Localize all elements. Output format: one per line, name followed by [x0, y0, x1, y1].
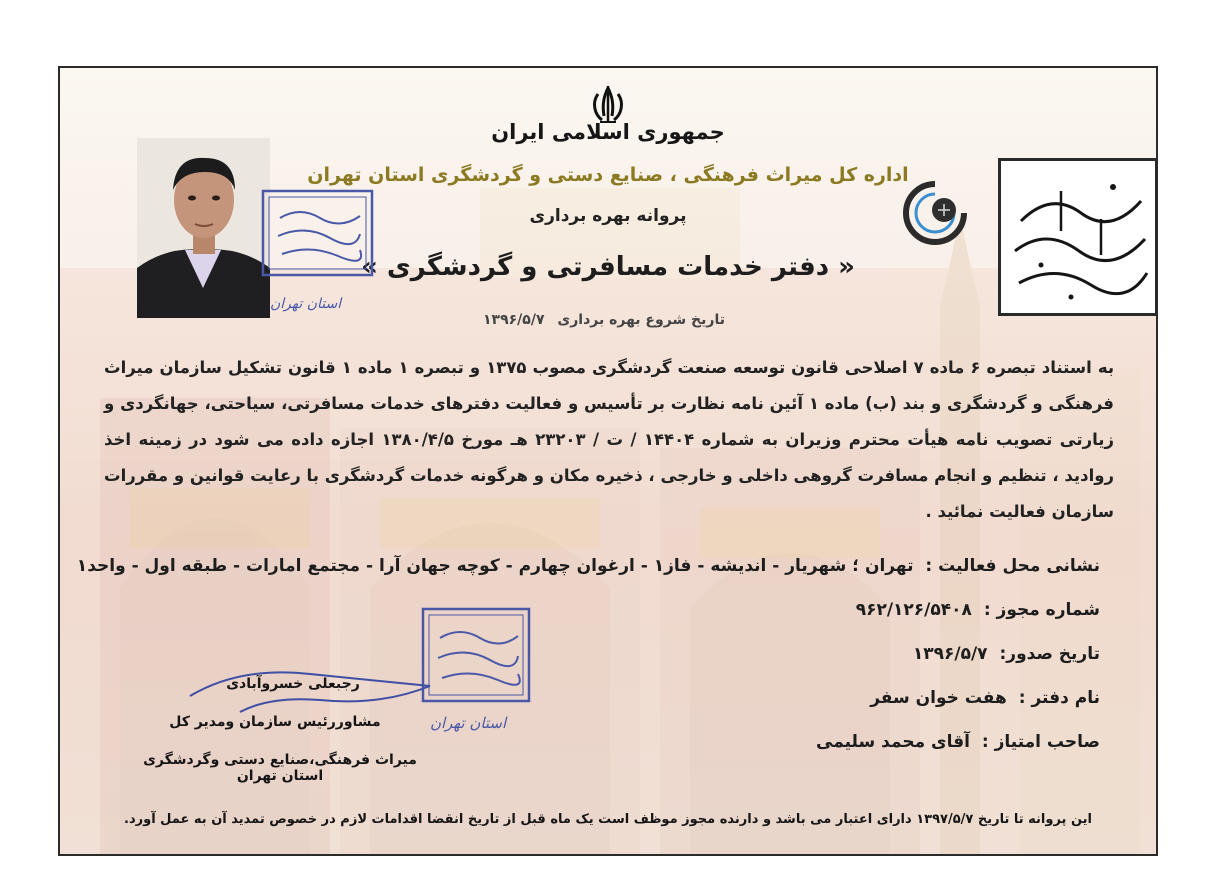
stamp-top-city: استان تهران	[270, 296, 342, 312]
heritage-round-logo-icon	[902, 180, 968, 246]
issue-date-value: ۱۳۹۶/۵/۷	[912, 644, 988, 664]
address-row	[77, 556, 1100, 576]
address-label: نشانی محل فعالیت :	[925, 556, 1100, 576]
start-date-value: ۱۳۹۶/۵/۷	[483, 312, 545, 328]
office-name-label: نام دفتر :	[1018, 688, 1100, 708]
permit-number-label: شماره مجوز :	[983, 600, 1100, 620]
holder-photo	[137, 138, 270, 318]
licensee-row	[816, 732, 1100, 752]
stamp-middle-city: استان تهران	[430, 714, 507, 732]
office-name-row	[870, 688, 1100, 708]
licensee-value: آقای محمد سلیمی	[816, 732, 970, 752]
permit-number-value: ۹۶۲/۱۲۶/۵۴۰۸	[855, 600, 972, 620]
issue-date-row	[913, 644, 1100, 664]
license-title: پروانه بهره برداری	[529, 206, 687, 226]
validity-footer-note: این پروانه تا تاریخ ۱۳۹۷/۵/۷ دارای اعتبار می باشد و دارنده مجوز موظف است یک ماه قبل از تاریخ انقضا اقدامات لازم در خصوص تمدید آن به عمل آورد.	[124, 812, 1092, 827]
permit-number-row	[856, 600, 1100, 620]
signer-organization: میراث فرهنگی،صنایع دستی وگردشگری استان تهران	[143, 752, 417, 784]
organization-logo	[998, 158, 1158, 316]
address-value: تهران ؛ شهریار - اندیشه - فاز۱ - ارغوان چهارم - کوچه جهان آرا - مجتمع امارات - طبقه اول - واحد۱	[76, 556, 914, 576]
certificate-frame	[58, 66, 1158, 856]
office-type-title: « دفتر خدمات مسافرتی و گردشگری »	[361, 252, 855, 282]
calligraphy-logo-icon	[1001, 161, 1155, 313]
person-photo-image	[137, 138, 270, 318]
licensee-label: صاحب امتیاز :	[981, 732, 1100, 752]
republic-title: جمهوری اسلامی ایران	[491, 120, 725, 144]
signer-name: رجبعلی خسروآبادی	[226, 676, 360, 692]
department-title: اداره کل میراث فرهنگی ، صنایع دستی و گردشگری استان تهران	[307, 164, 909, 186]
org-stamp-top	[260, 188, 375, 278]
issue-date-label: تاریخ صدور:	[999, 644, 1100, 664]
start-date-label: تاریخ شروع بهره برداری	[557, 312, 725, 328]
signer-title: مشاوررئیس سازمان ومدیر کل	[169, 714, 381, 730]
license-body-paragraph: به استناد تبصره ۶ ماده ۷ اصلاحی قانون توسعه صنعت گردشگری مصوب ۱۳۷۵ و تبصره ۱ ماده ۱ قانون تشکیل سازمان میراث فرهنگی و گردشگری و بند (ب) ماده ۱ آئین نامه نظارت بر تأسیس و فعالیت دفترهای خدمات مسافرتی، سیاحتی، جهانگردی و زیارتی تصویب نامه هیأت محترم وزیران به شماره ۱۴۴۰۴ / ت / ۲۳۲۰۳ هـ مورخ ۱۳۸۰/۴/۵ اجازه داده می شود در زمینه اخذ روادید ، تنظیم و انجام مسافرت گروهی داخلی و خارجی ، ذخیره مکان و هرگونه خدمات گردشگری با رعایت قوانین و مقررات سازمان فعالیت نمائید .	[104, 358, 1115, 521]
office-name-value: هفت خوان سفر	[870, 688, 1007, 708]
